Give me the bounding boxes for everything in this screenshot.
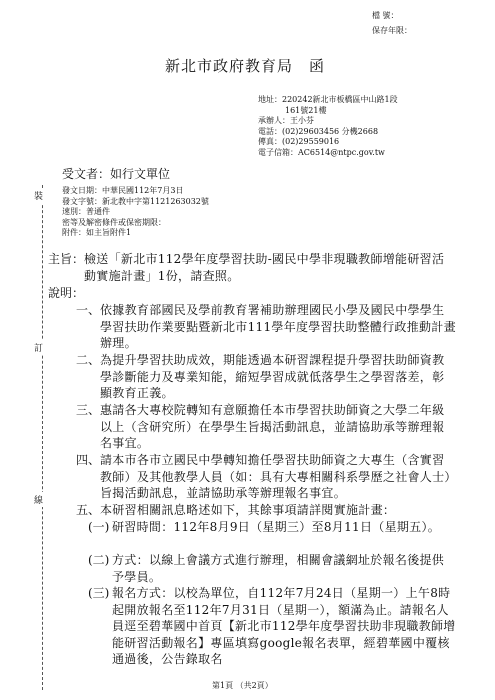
address-line2: 161號21樓 [285, 105, 327, 115]
email: 電子信箱：AC6514@ntpc.gov.tw [258, 147, 385, 157]
item-text: 本研習相關訊息略述如下，其餘事項請詳閱實施計畫： [100, 503, 396, 517]
margin-mark-ding: 訂 [34, 340, 43, 355]
secrecy: 密等及解密條件或保密期限： [62, 217, 166, 227]
item-text: 請本市各市立國民中學轉知擔任學習扶助師資之大專生（含實習教師）及其他教學人員（如：具有大專相關科系學歷之社會人士）旨揭活動訊息，並請協助承等辦理報名事宜。 [100, 453, 451, 500]
page-footer: 第1頁 （共2頁） [212, 681, 273, 690]
handler: 承辦人：王小芬 [258, 116, 314, 125]
item-text: 為提升學習扶助成效，期能透過本研習課程提升學習扶助師資教學診斷能力及專業知能，縮短學習成就低落學生之學習落差，彰顯教育正義。 [100, 353, 445, 400]
subitem-number: (二) [88, 553, 110, 567]
subject-label: 主旨： [48, 252, 85, 266]
item-number: 五、 [76, 503, 101, 517]
margin-mark-zhuang: 裝 [34, 188, 43, 203]
subitem-number: (一) [88, 520, 110, 534]
explanation-label: 說明： [48, 286, 85, 300]
speed: 速別：普通件 [62, 207, 110, 216]
subitem-number: (三) [88, 586, 110, 600]
dispatch-meta [62, 186, 209, 239]
margin-mark-xian: 線 [34, 492, 43, 507]
agency-title: 新北市政府教育局 函 [165, 57, 326, 75]
contact-block [258, 95, 398, 158]
dispatch-number: 發文字號：新北教中字第1121263032號 [62, 196, 209, 206]
dispatch-date: 發文日期：中華民國112年7月3日 [62, 186, 184, 195]
subject-text: 檢送「新北市112學年度學習扶助-國民中學非現職教師增能研習活動實施計畫」1份，請查照。 [84, 252, 445, 283]
item-text: 惠請各大專校院轉知有意願擔任本市學習扶助師資之大學二年級以上（含研究所）在學學生旨揭活動訊息，並請協助承等辦理報名事宜。 [100, 403, 445, 450]
fax: 傳真：(02)29559016 [258, 137, 340, 146]
file-number-label: 檔 號： [372, 11, 399, 20]
phone: 電話：(02)29603456 分機2668 [258, 126, 379, 136]
binding-margin-line [42, 185, 43, 690]
item-number: 四、 [76, 453, 101, 467]
recipient: 受文者：如行文單位 [62, 167, 171, 181]
subitem-text: 方式：以線上會議方式進行辦理，相關會議網址於報名後提供予學員。 [112, 553, 445, 584]
attachment: 附件：如主旨附件1 [62, 228, 132, 237]
item-number: 二、 [76, 353, 101, 367]
item-text: 依據教育部國民及學前教育署補助辦理國民小學及國民中學學生學習扶助作業要點暨新北市111學年度學習扶助整體行政推動計畫辦理。 [100, 303, 456, 350]
item-number: 一、 [76, 303, 101, 317]
item-number: 三、 [76, 403, 101, 417]
subitem-text: 研習時間：112年8月9日（星期三）至8月11日（星期五）。 [112, 520, 441, 534]
subitem-text: 報名方式：以校為單位，自112年7月24日（星期一）上午8時起開放報名至112年7月31日（星期一），額滿為止。請報名人員逕至碧華國中首頁【新北市112學年度學習扶助非現職教師增能研習活動報名】專區填寫google報名表單，經碧華國中覆核通過後，公告錄取名 [112, 586, 456, 666]
retention-label: 保存年限： [372, 26, 412, 35]
address-line1: 地址：220242新北市板橋區中山路1段 [258, 95, 398, 104]
